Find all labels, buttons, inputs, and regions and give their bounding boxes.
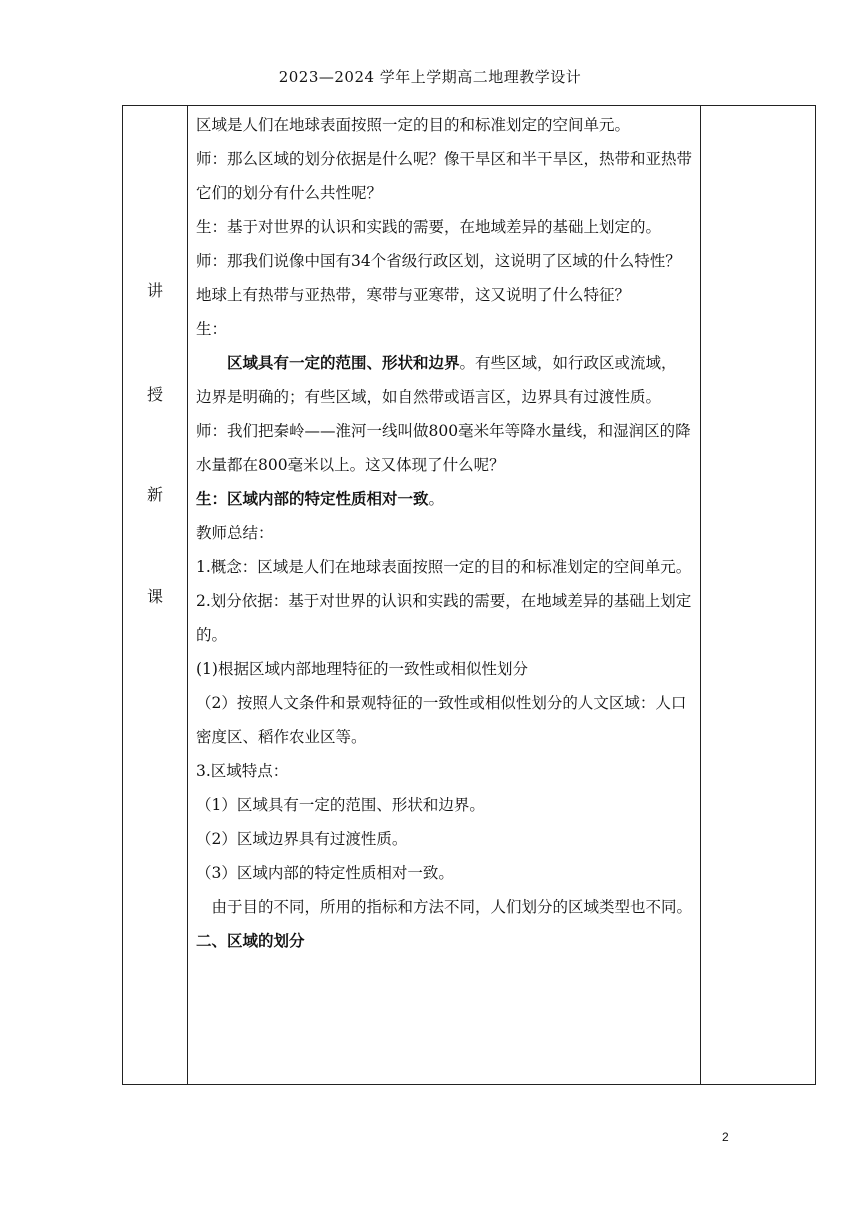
- stage-cell: [123, 106, 188, 1085]
- section-heading-region-division: 二、区域的划分: [196, 931, 305, 950]
- boundary-explanation: 。有些区域，如行政区或流域，边界是明确的；有些区域，如自然带或语言区，边界具有过渡性质。: [196, 354, 677, 406]
- paragraph-division-basis: 2.划分依据：基于对世界的认识和实践的需要，在地域差异的基础上划定的。: [196, 592, 692, 644]
- highlight-internal-consistency: 区域内部的特定性质相对一致: [227, 489, 429, 508]
- content-cell: [188, 106, 701, 1085]
- page-number: 2: [722, 1130, 729, 1144]
- paragraph-region-boundary: [196, 346, 692, 414]
- paragraph-teacher-summary: 教师总结：: [196, 524, 274, 542]
- paragraph-basis-2: （2）按照人文条件和景观特征的一致性或相似性划分的人文区域：人口密度区、稻作农业区等。: [196, 694, 687, 746]
- paragraph-region-types: 由于目的不同，所用的指标和方法不同，人们划分的区域类型也不同。: [211, 898, 693, 916]
- lesson-content: [188, 106, 700, 958]
- highlight-range-shape-boundary: 区域具有一定的范围、形状和边界: [227, 353, 460, 372]
- paragraph-student-label: 生：: [196, 320, 228, 338]
- stage-char-ke: 课: [146, 587, 163, 606]
- lesson-plan-table: [122, 105, 816, 1085]
- stage-char-jiang: 讲: [146, 281, 163, 300]
- stage-char-shou: 授: [146, 385, 163, 404]
- paragraph-feature-2: （2）区域边界具有过渡性质。: [196, 830, 408, 848]
- document-header: 2023—2024 学年上学期高二地理教学设计: [278, 68, 582, 86]
- notes-cell: [701, 106, 816, 1085]
- paragraph-region-features: 3.区域特点：: [196, 762, 289, 780]
- paragraph-feature-3: （3）区域内部的特定性质相对一致。: [196, 864, 454, 882]
- paragraph-teacher-question-2: 师：那我们说像中国有34个省级行政区划，这说明了区域的什么特性？地球上有热带与亚热带，寒带与亚寒带，这又说明了什么特征？: [196, 252, 681, 304]
- student-prefix: 生：: [196, 489, 228, 508]
- table-row: [123, 106, 816, 1085]
- answer-suffix: 。: [428, 490, 445, 508]
- paragraph-region-definition: 区域是人们在地球表面按照一定的目的和标准划定的空间单元。: [196, 116, 631, 134]
- paragraph-feature-1: （1）区域具有一定的范围、形状和边界。: [196, 796, 485, 814]
- stage-char-xin: 新: [146, 485, 163, 504]
- paragraph-student-answer-3: [196, 482, 692, 516]
- paragraph-student-answer-1: 生：基于对世界的认识和实践的需要，在地域差异的基础上划定的。: [196, 218, 662, 236]
- paragraph-teacher-question-3: 师：我们把秦岭——淮河一线叫做800毫米年等降水量线，和湿润区的降水量都在800毫米以上。这又体现了什么呢？: [196, 422, 691, 474]
- paragraph-basis-1: (1)根据区域内部地理特征的一致性或相似性划分: [196, 660, 528, 678]
- paragraph-concept: 1.概念：区域是人们在地球表面按照一定的目的和标准划定的空间单元。: [196, 558, 692, 576]
- paragraph-teacher-question-1: 师：那么区域的划分依据是什么呢？像干旱区和半干旱区，热带和亚热带它们的划分有什么共性呢？: [196, 150, 693, 202]
